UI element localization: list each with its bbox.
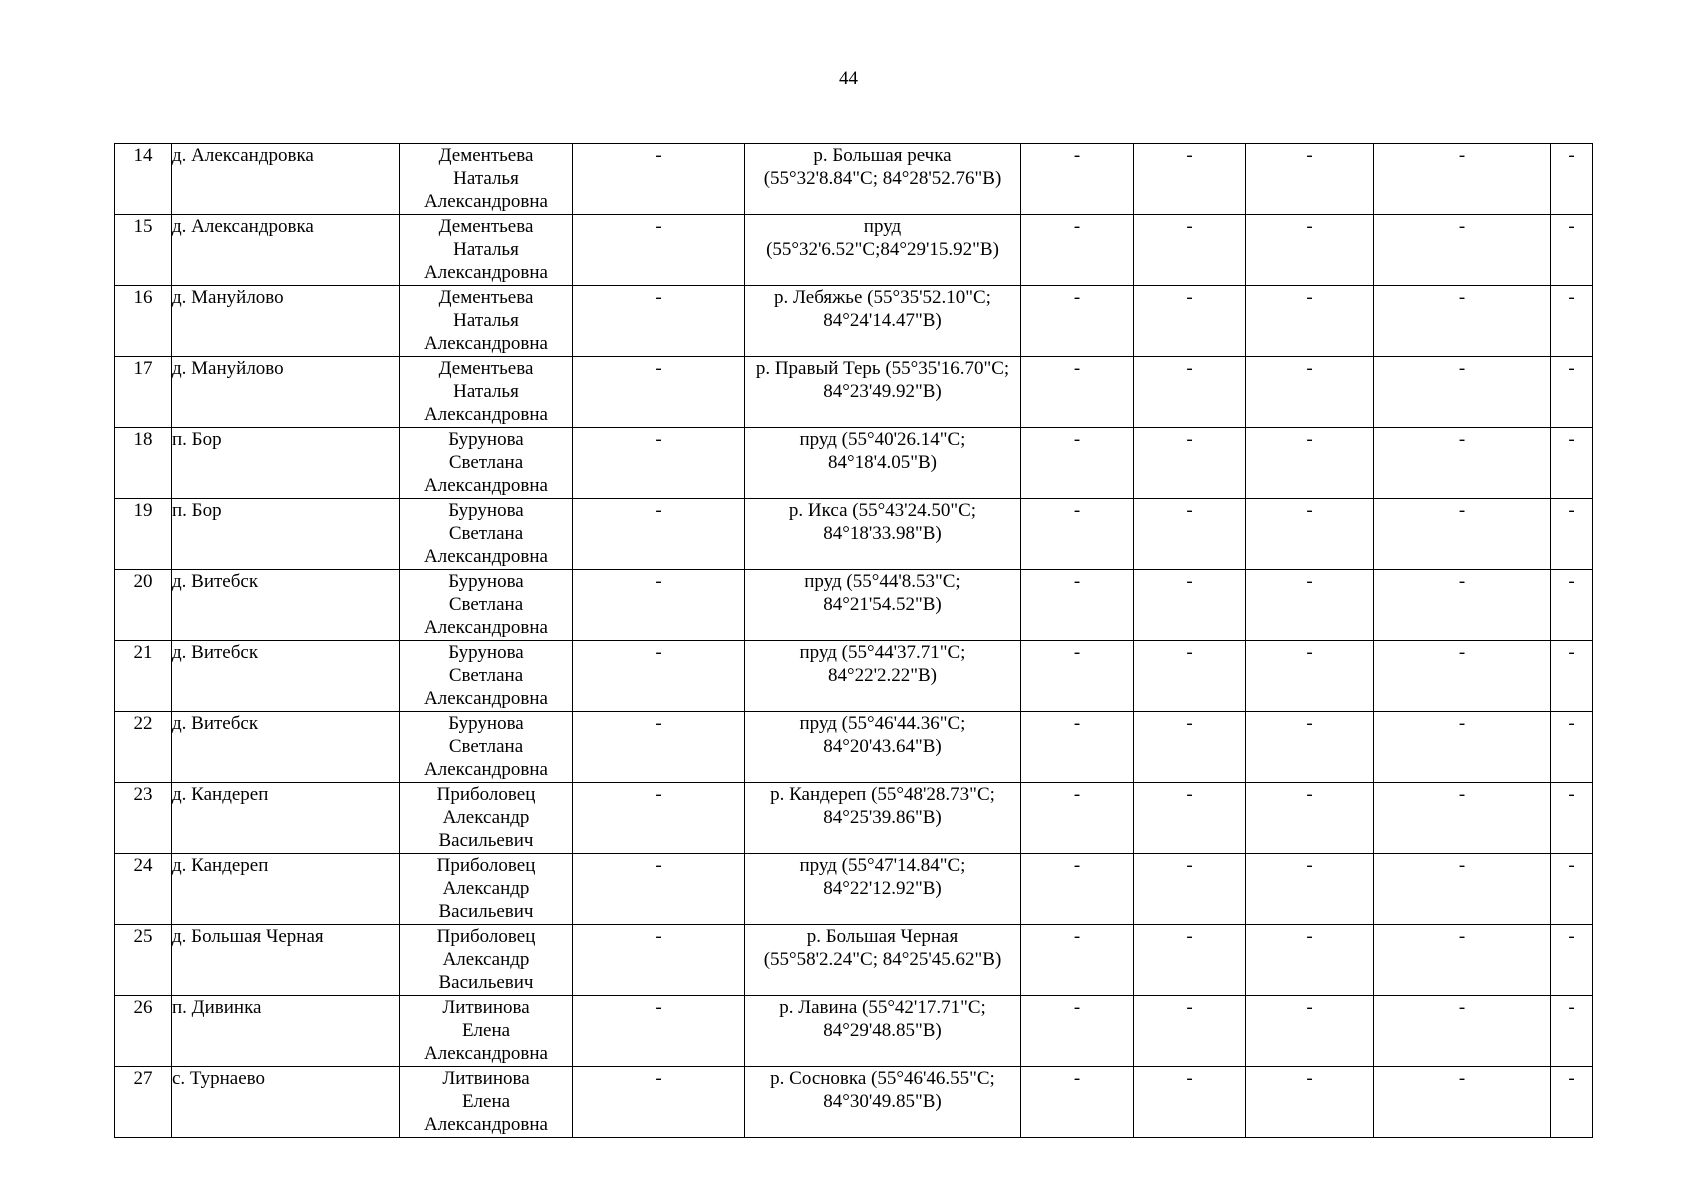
empty-cell: -	[1246, 854, 1374, 925]
person-name-line: Александр	[442, 949, 530, 970]
water-body-line: 84°23'49.92"В)	[823, 381, 942, 402]
empty-cell: -	[1246, 499, 1374, 570]
empty-cell: -	[1134, 357, 1246, 428]
person-name-line: Васильевич	[438, 830, 534, 851]
water-body-line: р. Лавина (55°42'17.71"С;	[779, 997, 986, 1018]
settlement-name: д. Мануйлово	[172, 286, 400, 357]
empty-cell: -	[1021, 712, 1134, 783]
empty-cell: -	[1134, 925, 1246, 996]
empty-cell: -	[1246, 712, 1374, 783]
water-body	[745, 570, 1021, 641]
person-name-line: Приболовец	[436, 926, 536, 947]
empty-cell: -	[573, 499, 745, 570]
water-body	[745, 854, 1021, 925]
person-name-line: Александровна	[424, 546, 548, 567]
settlement-name: д. Большая Черная	[172, 925, 400, 996]
settlement-name: п. Бор	[172, 499, 400, 570]
water-body-line: р. Лебяжье (55°35'52.10"С;	[774, 287, 991, 308]
row-number: 16	[115, 286, 172, 357]
empty-cell: -	[1551, 215, 1593, 286]
empty-cell: -	[1134, 215, 1246, 286]
responsible-person	[400, 783, 573, 854]
table-row	[115, 641, 1593, 712]
water-body-line: 84°24'14.47"В)	[823, 310, 942, 331]
empty-cell: -	[1021, 783, 1134, 854]
responsible-person	[400, 286, 573, 357]
person-name-line: Литвинова	[442, 997, 530, 1018]
empty-cell: -	[1134, 641, 1246, 712]
responsible-person	[400, 499, 573, 570]
empty-cell: -	[1021, 1067, 1134, 1138]
empty-cell: -	[1246, 925, 1374, 996]
person-name-line: Светлана	[448, 452, 524, 473]
table-row	[115, 925, 1593, 996]
person-name-line: Александровна	[424, 333, 548, 354]
empty-cell: -	[1374, 570, 1551, 641]
settlement-name: д. Мануйлово	[172, 357, 400, 428]
empty-cell: -	[1134, 286, 1246, 357]
settlement-name: д. Кандереп	[172, 854, 400, 925]
water-body-line: р. Большая Черная	[806, 926, 959, 947]
person-name-line: Бурунова	[448, 500, 524, 521]
empty-cell: -	[573, 570, 745, 641]
water-body	[745, 996, 1021, 1067]
row-number: 14	[115, 144, 172, 215]
person-name-line: Бурунова	[448, 429, 524, 450]
water-body	[745, 712, 1021, 783]
person-name-line: Дементьева	[438, 145, 534, 166]
water-body-line: 84°25'39.86"В)	[823, 807, 942, 828]
person-name-line: Александр	[442, 807, 530, 828]
empty-cell: -	[1134, 783, 1246, 854]
row-number: 23	[115, 783, 172, 854]
person-name-line: Наталья	[453, 381, 519, 402]
settlement-name: д. Витебск	[172, 570, 400, 641]
empty-cell: -	[1246, 144, 1374, 215]
empty-cell: -	[1246, 428, 1374, 499]
empty-cell: -	[1374, 783, 1551, 854]
responsible-person	[400, 357, 573, 428]
empty-cell: -	[573, 428, 745, 499]
person-name-line: Александровна	[424, 759, 548, 780]
person-name-line: Елена	[461, 1091, 511, 1112]
empty-cell: -	[1374, 144, 1551, 215]
empty-cell: -	[1021, 570, 1134, 641]
water-body-line: (55°32'8.84"С; 84°28'52.76"В)	[763, 168, 1002, 189]
water-body-line: 84°21'54.52"В)	[823, 594, 942, 615]
empty-cell: -	[1551, 1067, 1593, 1138]
table-row	[115, 215, 1593, 286]
water-body-line: 84°18'33.98"В)	[823, 523, 942, 544]
row-number: 17	[115, 357, 172, 428]
empty-cell: -	[1021, 357, 1134, 428]
empty-cell: -	[1134, 428, 1246, 499]
empty-cell: -	[1551, 357, 1593, 428]
responsible-person	[400, 428, 573, 499]
empty-cell: -	[1551, 286, 1593, 357]
person-name-line: Александр	[442, 878, 530, 899]
person-name-line: Литвинова	[442, 1068, 530, 1089]
row-number: 27	[115, 1067, 172, 1138]
empty-cell: -	[1374, 641, 1551, 712]
row-number: 20	[115, 570, 172, 641]
empty-cell: -	[573, 712, 745, 783]
settlement-name: п. Дивинка	[172, 996, 400, 1067]
empty-cell: -	[1374, 499, 1551, 570]
empty-cell: -	[1374, 996, 1551, 1067]
empty-cell: -	[1551, 996, 1593, 1067]
empty-cell: -	[1374, 286, 1551, 357]
water-body-line: (55°58'2.24"С; 84°25'45.62"В)	[763, 949, 1002, 970]
person-name-line: Дементьева	[438, 216, 534, 237]
table-row	[115, 783, 1593, 854]
table-row	[115, 712, 1593, 783]
responsible-person	[400, 215, 573, 286]
empty-cell: -	[573, 357, 745, 428]
person-name-line: Александровна	[424, 475, 548, 496]
water-body-line: (55°32'6.52"С;84°29'15.92"В)	[766, 239, 999, 260]
table-body	[115, 144, 1593, 1138]
person-name-line: Александровна	[424, 404, 548, 425]
empty-cell: -	[1021, 854, 1134, 925]
empty-cell: -	[1134, 570, 1246, 641]
water-body	[745, 1067, 1021, 1138]
water-body-line: 84°20'43.64"В)	[823, 736, 942, 757]
row-number: 25	[115, 925, 172, 996]
person-name-line: Наталья	[453, 168, 519, 189]
empty-cell: -	[573, 996, 745, 1067]
empty-cell: -	[573, 783, 745, 854]
row-number: 24	[115, 854, 172, 925]
empty-cell: -	[1134, 1067, 1246, 1138]
empty-cell: -	[1134, 996, 1246, 1067]
row-number: 15	[115, 215, 172, 286]
person-name-line: Дементьева	[438, 287, 534, 308]
table-row	[115, 286, 1593, 357]
person-name-line: Бурунова	[448, 713, 524, 734]
person-name-line: Александровна	[424, 688, 548, 709]
person-name-line: Светлана	[448, 665, 524, 686]
water-body-line: р. Правый Терь (55°35'16.70"С;	[755, 358, 1010, 379]
water-body	[745, 357, 1021, 428]
responsible-person	[400, 1067, 573, 1138]
empty-cell: -	[1246, 570, 1374, 641]
empty-cell: -	[1021, 641, 1134, 712]
water-body-line: пруд (55°47'14.84"С;	[799, 855, 966, 876]
table-row	[115, 570, 1593, 641]
empty-cell: -	[1021, 996, 1134, 1067]
water-body	[745, 925, 1021, 996]
water-body-line: 84°22'2.22"В)	[827, 665, 938, 686]
person-name-line: Бурунова	[448, 571, 524, 592]
settlement-name: д. Александровка	[172, 144, 400, 215]
empty-cell: -	[1551, 641, 1593, 712]
table-row	[115, 1067, 1593, 1138]
table-row	[115, 854, 1593, 925]
water-body-line: пруд (55°44'37.71"С;	[799, 642, 966, 663]
row-number: 22	[115, 712, 172, 783]
responsible-person	[400, 925, 573, 996]
person-name-line: Светлана	[448, 736, 524, 757]
empty-cell: -	[1551, 144, 1593, 215]
empty-cell: -	[573, 925, 745, 996]
person-name-line: Елена	[461, 1020, 511, 1041]
empty-cell: -	[1374, 428, 1551, 499]
empty-cell: -	[1374, 215, 1551, 286]
page-number: 44	[839, 68, 858, 89]
data-table	[114, 143, 1593, 1138]
empty-cell: -	[1021, 925, 1134, 996]
empty-cell: -	[1134, 499, 1246, 570]
water-body-line: пруд	[863, 216, 902, 237]
person-name-line: Александровна	[424, 1114, 548, 1135]
table-row	[115, 996, 1593, 1067]
table-row	[115, 144, 1593, 215]
empty-cell: -	[1551, 428, 1593, 499]
settlement-name: п. Бор	[172, 428, 400, 499]
settlement-name: д. Кандереп	[172, 783, 400, 854]
responsible-person	[400, 996, 573, 1067]
empty-cell: -	[1551, 499, 1593, 570]
responsible-person	[400, 712, 573, 783]
water-body-line: 84°30'49.85"В)	[823, 1091, 942, 1112]
water-body	[745, 641, 1021, 712]
person-name-line: Наталья	[453, 239, 519, 260]
person-name-line: Приболовец	[436, 855, 536, 876]
empty-cell: -	[1374, 712, 1551, 783]
responsible-person	[400, 570, 573, 641]
empty-cell: -	[1134, 144, 1246, 215]
responsible-person	[400, 854, 573, 925]
person-name-line: Наталья	[453, 310, 519, 331]
empty-cell: -	[1551, 854, 1593, 925]
person-name-line: Александровна	[424, 262, 548, 283]
water-body	[745, 286, 1021, 357]
person-name-line: Александровна	[424, 1043, 548, 1064]
settlement-name: с. Турнаево	[172, 1067, 400, 1138]
water-body-line: пруд (55°44'8.53"С;	[804, 571, 961, 592]
water-body	[745, 215, 1021, 286]
row-number: 18	[115, 428, 172, 499]
water-body-line: 84°29'48.85"В)	[823, 1020, 942, 1041]
person-name-line: Васильевич	[438, 972, 534, 993]
empty-cell: -	[1246, 1067, 1374, 1138]
water-body-line: р. Икса (55°43'24.50"С;	[788, 500, 977, 521]
row-number: 19	[115, 499, 172, 570]
empty-cell: -	[1246, 215, 1374, 286]
empty-cell: -	[1021, 428, 1134, 499]
empty-cell: -	[1134, 854, 1246, 925]
empty-cell: -	[1021, 286, 1134, 357]
empty-cell: -	[1246, 996, 1374, 1067]
person-name-line: Васильевич	[438, 901, 534, 922]
empty-cell: -	[1246, 641, 1374, 712]
empty-cell: -	[1246, 783, 1374, 854]
person-name-line: Светлана	[448, 594, 524, 615]
water-body-line: 84°22'12.92"В)	[823, 878, 942, 899]
water-body	[745, 428, 1021, 499]
empty-cell: -	[1374, 925, 1551, 996]
empty-cell: -	[1374, 854, 1551, 925]
water-body-line: р. Сосновка (55°46'46.55"С;	[770, 1068, 995, 1089]
empty-cell: -	[1021, 215, 1134, 286]
person-name-line: Светлана	[448, 523, 524, 544]
water-body-line: пруд (55°40'26.14"С;	[799, 429, 966, 450]
water-body	[745, 499, 1021, 570]
empty-cell: -	[1021, 499, 1134, 570]
person-name-line: Александровна	[424, 617, 548, 638]
empty-cell: -	[1021, 144, 1134, 215]
empty-cell: -	[1374, 357, 1551, 428]
empty-cell: -	[1551, 925, 1593, 996]
empty-cell: -	[573, 1067, 745, 1138]
person-name-line: Дементьева	[438, 358, 534, 379]
empty-cell: -	[1134, 712, 1246, 783]
table-row	[115, 499, 1593, 570]
person-name-line: Приболовец	[436, 784, 536, 805]
settlement-name: д. Витебск	[172, 712, 400, 783]
responsible-person	[400, 144, 573, 215]
person-name-line: Александровна	[424, 191, 548, 212]
empty-cell: -	[573, 641, 745, 712]
water-body-line: пруд (55°46'44.36"С;	[799, 713, 966, 734]
empty-cell: -	[573, 215, 745, 286]
empty-cell: -	[1551, 712, 1593, 783]
water-body-line: р. Кандереп (55°48'28.73"С;	[770, 784, 995, 805]
empty-cell: -	[1246, 286, 1374, 357]
settlement-name: д. Александровка	[172, 215, 400, 286]
settlement-name: д. Витебск	[172, 641, 400, 712]
empty-cell: -	[1246, 357, 1374, 428]
person-name-line: Бурунова	[448, 642, 524, 663]
empty-cell: -	[573, 854, 745, 925]
water-body	[745, 783, 1021, 854]
water-body-line: р. Большая речка	[813, 145, 952, 166]
water-body	[745, 144, 1021, 215]
empty-cell: -	[573, 144, 745, 215]
table-row	[115, 428, 1593, 499]
water-body-line: 84°18'4.05"В)	[827, 452, 938, 473]
empty-cell: -	[573, 286, 745, 357]
row-number: 26	[115, 996, 172, 1067]
empty-cell: -	[1551, 783, 1593, 854]
table-row	[115, 357, 1593, 428]
empty-cell: -	[1374, 1067, 1551, 1138]
responsible-person	[400, 641, 573, 712]
empty-cell: -	[1551, 570, 1593, 641]
row-number: 21	[115, 641, 172, 712]
